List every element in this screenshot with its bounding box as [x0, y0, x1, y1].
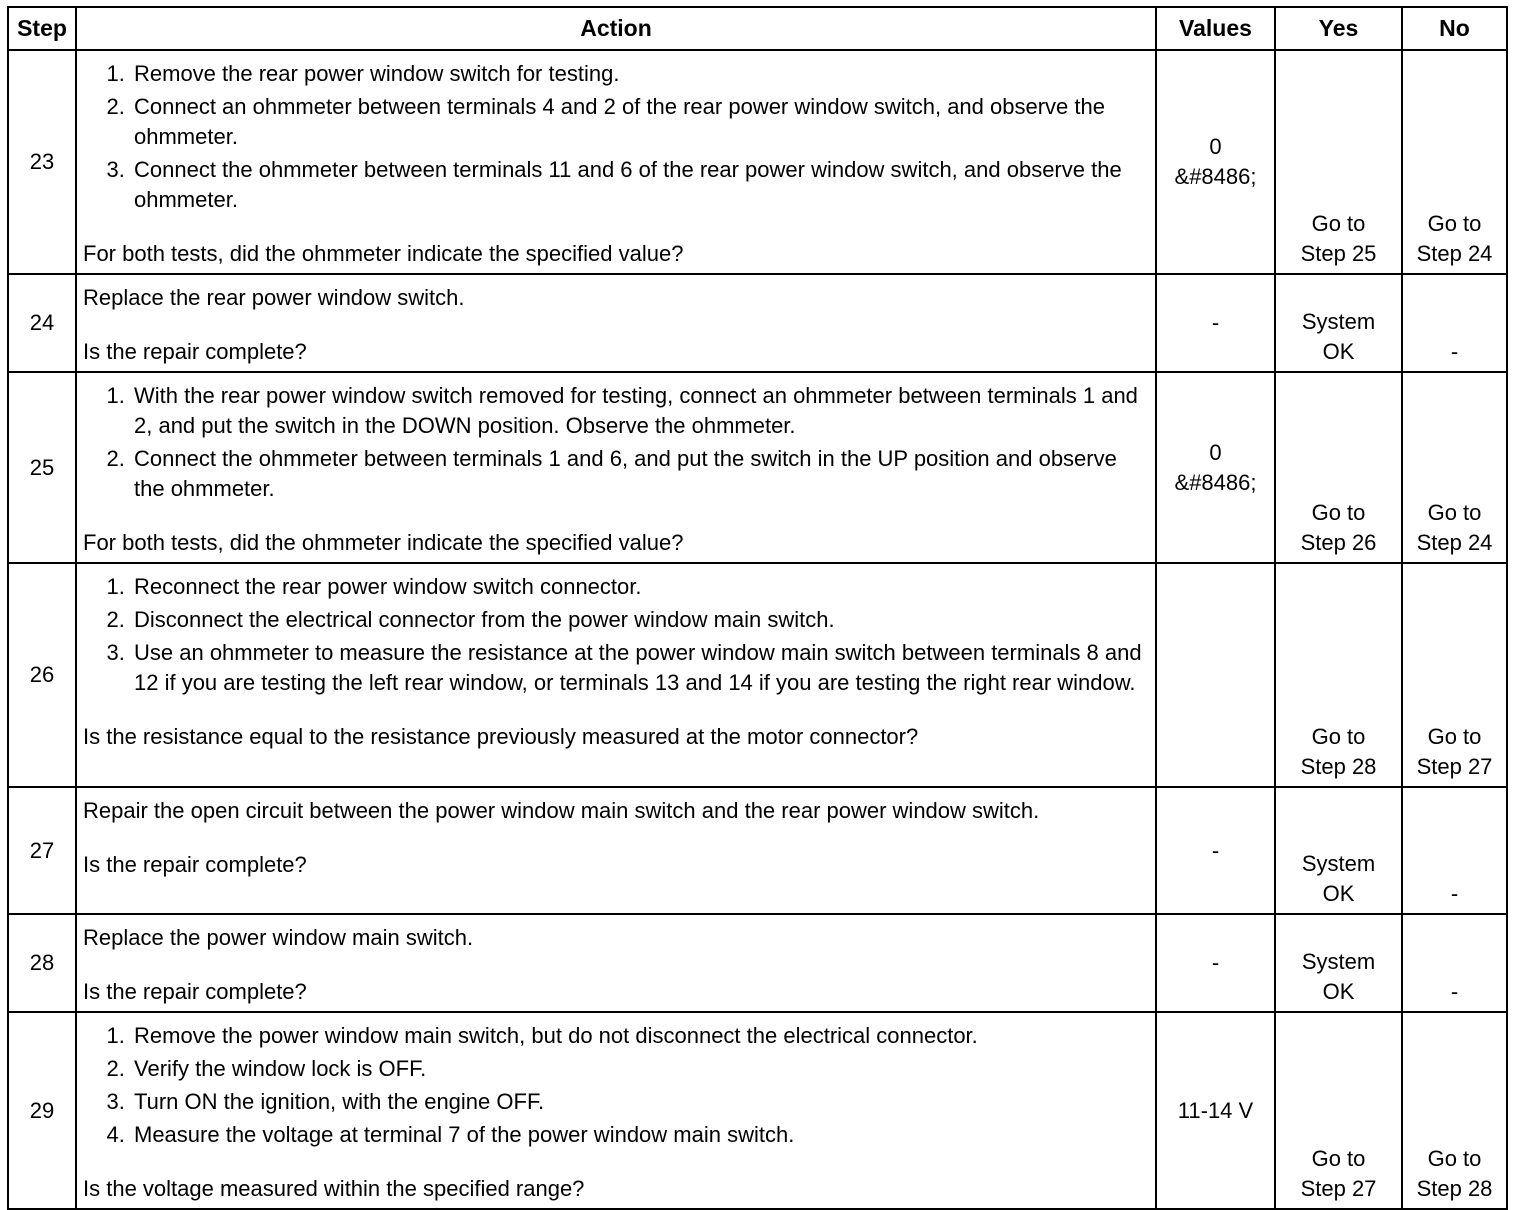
table-row	[8, 274, 1507, 372]
instruction-list	[83, 1021, 1149, 1150]
no-line: Step 24	[1416, 530, 1493, 555]
no-line: Go to	[1427, 1146, 1482, 1171]
no-line: Step 27	[1416, 754, 1493, 779]
value-line: &#8486;	[1174, 164, 1257, 189]
diagnostic-table	[7, 6, 1508, 1210]
yes-cell	[1275, 1012, 1402, 1209]
no-line: -	[1450, 339, 1459, 364]
step-number: 27	[8, 787, 76, 914]
no-cell	[1402, 1012, 1507, 1209]
values-cell	[1156, 1012, 1275, 1209]
step-number: 25	[8, 372, 76, 563]
value-line: -	[1211, 310, 1220, 335]
action-cell	[76, 372, 1156, 563]
no-cell	[1402, 914, 1507, 1012]
instruction-item: 2. Verify the window lock is OFF.	[131, 1054, 1149, 1084]
yes-cell	[1275, 274, 1402, 372]
no-cell	[1402, 274, 1507, 372]
no-line: Step 28	[1416, 1176, 1493, 1201]
step-number: 26	[8, 563, 76, 787]
instruction-item: 2. Disconnect the electrical connector from the power window main switch.	[131, 605, 1149, 635]
no-cell	[1402, 563, 1507, 787]
value-line: &#8486;	[1174, 469, 1257, 495]
yes-line: System	[1301, 309, 1376, 334]
yes-line: Go to	[1311, 724, 1366, 749]
instruction-list	[83, 381, 1149, 504]
yes-line: OK	[1322, 979, 1355, 1004]
instruction-item: 3. Connect the ohmmeter between terminals 11 and 6 of the rear power window switch, and observe the ohmmeter.	[131, 155, 1149, 215]
no-cell	[1402, 787, 1507, 914]
question-text: Is the repair complete?	[83, 852, 307, 877]
instruction-text: Replace the rear power window switch.	[83, 285, 465, 310]
instruction-item: 3. Turn ON the ignition, with the engine OFF.	[131, 1087, 1149, 1117]
values-cell	[1156, 787, 1275, 914]
instruction-text: Repair the open circuit between the power window main switch and the rear power window switch.	[83, 798, 1040, 823]
header-action: Action	[76, 7, 1156, 50]
yes-line: Step 27	[1300, 1176, 1377, 1201]
table-row	[8, 787, 1507, 914]
table-row	[8, 1012, 1507, 1209]
yes-line: Go to	[1311, 211, 1366, 236]
instruction-item: 1. Remove the rear power window switch for testing.	[131, 59, 1149, 89]
no-line: Step 24	[1416, 241, 1493, 266]
table-row	[8, 372, 1507, 563]
instruction-item: 1. Reconnect the rear power window switch connector.	[131, 572, 1149, 602]
value-line: 0	[1209, 134, 1222, 159]
instruction-list	[83, 572, 1149, 698]
yes-line: OK	[1322, 339, 1355, 364]
header-step: Step	[8, 7, 76, 50]
instruction-item: 4. Measure the voltage at terminal 7 of the power window main switch.	[131, 1120, 1149, 1150]
yes-cell	[1275, 787, 1402, 914]
step-number: 28	[8, 914, 76, 1012]
yes-line: OK	[1322, 881, 1355, 906]
instruction-item: 3. Use an ohmmeter to measure the resistance at the power window main switch between terminals 8 and 12 if you are testing the left rear window, or terminals 13 and 14 if you are testing the right rear window.	[131, 638, 1149, 698]
table-row	[8, 914, 1507, 1012]
instruction-text: Replace the power window main switch.	[83, 925, 474, 950]
step-number: 24	[8, 274, 76, 372]
yes-line: Go to	[1311, 500, 1366, 525]
no-line: -	[1450, 979, 1459, 1004]
action-cell	[76, 787, 1156, 914]
value-line: 11-14 V	[1177, 1097, 1254, 1123]
no-line: Go to	[1427, 500, 1482, 525]
action-cell	[76, 1012, 1156, 1209]
instruction-list	[83, 59, 1149, 215]
yes-cell	[1275, 50, 1402, 274]
values-cell	[1156, 914, 1275, 1012]
instruction-item: 2. Connect an ohmmeter between terminals 4 and 2 of the rear power window switch, and observe the ohmmeter.	[131, 92, 1149, 152]
no-cell	[1402, 50, 1507, 274]
values-cell	[1156, 372, 1275, 563]
yes-line: Go to	[1311, 1146, 1366, 1171]
header-row	[8, 7, 1507, 50]
no-line: Go to	[1427, 724, 1482, 749]
instruction-item: 1. Remove the power window main switch, but do not disconnect the electrical connector.	[131, 1021, 1149, 1051]
no-cell	[1402, 372, 1507, 563]
yes-line: Step 28	[1300, 754, 1377, 779]
yes-line: System	[1301, 949, 1376, 974]
no-line: Go to	[1427, 211, 1482, 236]
instruction-item: 2. Connect the ohmmeter between terminals 1 and 6, and put the switch in the UP position and observe the ohmmeter.	[131, 444, 1149, 504]
yes-line: Step 26	[1300, 530, 1377, 555]
action-cell	[76, 914, 1156, 1012]
question-text: Is the repair complete?	[83, 979, 307, 1004]
question-text: Is the resistance equal to the resistance previously measured at the motor connector?	[83, 724, 919, 749]
yes-cell	[1275, 372, 1402, 563]
action-cell	[76, 50, 1156, 274]
yes-line: Step 25	[1300, 241, 1377, 266]
table-row	[8, 563, 1507, 787]
value-line: -	[1211, 837, 1220, 863]
question-text: Is the voltage measured within the specified range?	[83, 1176, 585, 1201]
step-number: 29	[8, 1012, 76, 1209]
header-values: Values	[1156, 7, 1275, 50]
action-cell	[76, 274, 1156, 372]
values-cell	[1156, 50, 1275, 274]
values-cell	[1156, 563, 1275, 787]
step-number: 23	[8, 50, 76, 274]
value-line: -	[1211, 950, 1220, 975]
yes-cell	[1275, 563, 1402, 787]
instruction-item: 1. With the rear power window switch removed for testing, connect an ohmmeter between terminals 1 and 2, and put the switch in the DOWN position. Observe the ohmmeter.	[131, 381, 1149, 441]
table-row	[8, 50, 1507, 274]
question-text: For both tests, did the ohmmeter indicate the specified value?	[83, 241, 684, 266]
action-cell	[76, 563, 1156, 787]
question-text: Is the repair complete?	[83, 339, 307, 364]
question-text: For both tests, did the ohmmeter indicate the specified value?	[83, 530, 684, 555]
value-line: 0	[1209, 439, 1222, 465]
yes-cell	[1275, 914, 1402, 1012]
yes-line: System	[1301, 851, 1376, 876]
header-no: No	[1402, 7, 1507, 50]
values-cell	[1156, 274, 1275, 372]
no-line: -	[1450, 881, 1459, 906]
header-yes: Yes	[1275, 7, 1402, 50]
